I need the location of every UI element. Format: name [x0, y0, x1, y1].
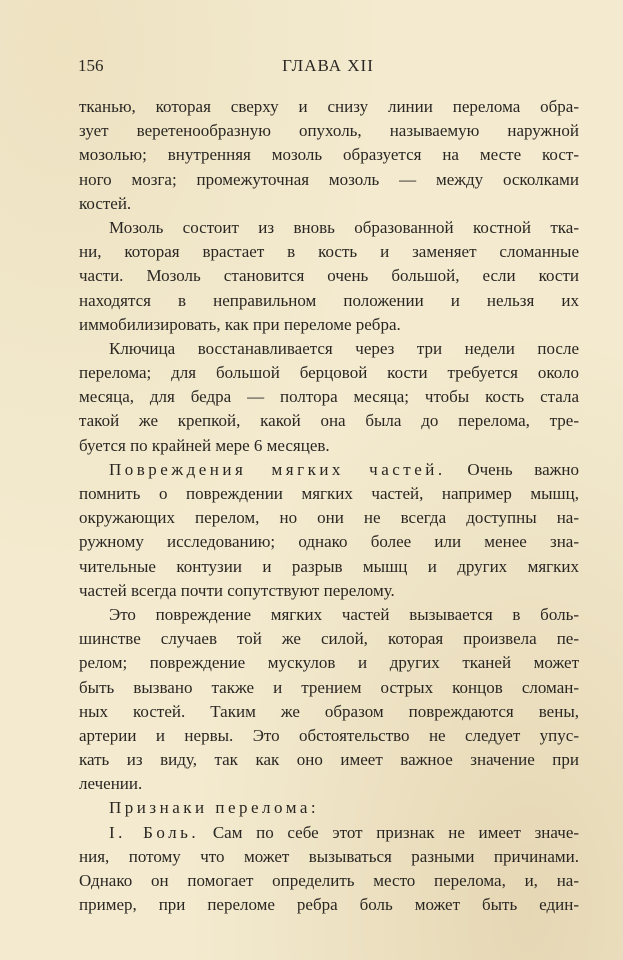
text-line: чительные контузии и разрыв мышц и других мягких	[79, 556, 579, 576]
text-line: тканью, которая сверху и снизу линии перелома обра-	[79, 97, 579, 116]
text-line: буется по крайней мере 6 месяцев.	[79, 435, 330, 455]
text-line: иммобилизировать, как при переломе ребра.	[79, 314, 401, 334]
text-line: пример, при переломе ребра боль может быть един-	[79, 895, 579, 915]
text-line: окружающих перелом, но они не всегда доступны на-	[79, 508, 579, 528]
text-line: мозолью; внутренняя мозоль образуется на месте кост-	[79, 145, 579, 165]
text-fragment: Сам по себе этот признак не имеет значе-	[212, 822, 580, 842]
text-line: ни, которая врастает в кость и заменяет сломанные	[79, 242, 579, 262]
text-line: частей всегда почти сопутствуют перелому.	[79, 580, 395, 600]
text-line: кать из виду, так как оно имеет важное значение при	[79, 750, 579, 770]
text-line	[79, 458, 579, 482]
text-line: ния, потому что может вызываться разными причинами.	[79, 846, 579, 866]
text-line: части. Мозоль становится очень большой, если кости	[79, 266, 579, 286]
text-line: Ключица восстанавливается через три недели после	[109, 338, 579, 358]
text-line: ного мозга; промежуточная мозоль — между осколками	[79, 169, 579, 189]
text-line: зует веретенообразную опухоль, называемую наружной	[79, 121, 579, 141]
text-line: лечении.	[79, 774, 143, 794]
text-fragment: Очень важно	[467, 459, 579, 479]
body-text	[79, 95, 579, 917]
text-line: Однако он помогает определить место перелома, и, на-	[79, 871, 579, 890]
running-head	[78, 56, 578, 78]
text-line: такой же крепкой, какой она была до перелома, тре-	[79, 411, 579, 431]
text-line: месяца, для бедра — полтора месяца; чтобы кость стала	[79, 387, 579, 407]
text-line: костей.	[79, 193, 132, 213]
section-heading-soft-tissue: Повреждения мягких частей.	[109, 459, 446, 479]
text-line: быть вызвано также и трением острых концов сломан-	[79, 677, 579, 697]
text-line: артерии и нервы. Это обстоятельство не следует упус-	[79, 725, 579, 745]
page-number: 156	[78, 56, 104, 75]
text-line: находятся в неправильном положении и нельзя их	[79, 290, 579, 310]
text-line: шинстве случаев той же силой, которая произвела пе-	[79, 629, 579, 649]
text-line	[79, 821, 579, 845]
text-line: Это повреждение мягких частей вызывается в боль-	[109, 604, 579, 624]
text-line: помнить о повреждении мягких частей, например мышц,	[79, 484, 579, 503]
pain-label: I. Боль.	[109, 822, 200, 842]
text-line: ных костей. Таким же образом повреждаются вены,	[79, 701, 579, 721]
section-heading-signs: Признаки перелома:	[109, 798, 320, 818]
text-line: Мозоль состоит из вновь образованной костной тка-	[109, 217, 579, 237]
text-line: релом; повреждение мускулов и других тканей может	[79, 653, 579, 673]
text-line: ружному исследованию; однако более или менее зна-	[79, 532, 579, 552]
text-line: перелома; для большой берцовой кости требуется около	[79, 363, 579, 383]
chapter-title: ГЛАВА XII	[282, 56, 374, 75]
